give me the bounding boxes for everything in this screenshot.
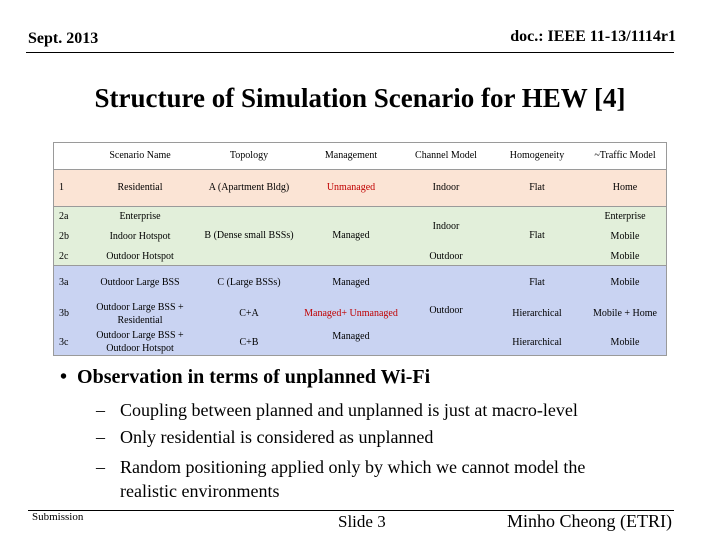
sub-bullet-text: Random positioning applied only by which we cannot model the xyxy=(120,457,586,477)
homogeneity: Flat xyxy=(529,182,545,193)
col-header: Homogeneity xyxy=(509,150,565,161)
traffic-model: Home xyxy=(612,182,638,193)
management: Managed xyxy=(332,276,370,288)
footer-author: Minho Cheong (ETRI) xyxy=(507,511,672,531)
topology: C+B xyxy=(239,336,259,348)
traffic-model: Mobile xyxy=(610,336,640,348)
footer-slide-number: Slide 3 xyxy=(338,512,386,531)
dash: – xyxy=(96,400,105,420)
homogeneity: Flat xyxy=(529,230,545,241)
col-header: Scenario Name xyxy=(109,150,171,161)
traffic-model: Enterprise xyxy=(604,210,646,222)
scenario-name: Residential xyxy=(117,182,163,193)
management: Unmanaged xyxy=(326,182,376,193)
row-id: 1 xyxy=(59,182,64,193)
scenario-name: Indoor Hotspot xyxy=(109,231,171,242)
channel-model: Indoor xyxy=(432,220,460,232)
homogeneity: Hierarchical xyxy=(512,308,562,319)
management: Managed xyxy=(332,330,370,342)
dash: – xyxy=(96,457,105,477)
col-header: ~Traffic Model xyxy=(594,150,656,161)
scenario-name: Outdoor Hotspot xyxy=(106,250,174,262)
topology: B (Dense small BSSs) xyxy=(204,230,294,241)
row-id: 2b xyxy=(59,231,69,242)
header-rule xyxy=(26,52,674,53)
sub-bullet-text: Coupling between planned and unplanned is just at macro-level xyxy=(120,400,578,420)
slide-title: Structure of Simulation Scenario for HEW [4] xyxy=(94,83,626,113)
footer-submission: Submission xyxy=(32,511,84,523)
sub-bullet xyxy=(96,456,585,478)
sub-bullet xyxy=(96,426,433,448)
topology: C+A xyxy=(239,308,259,319)
scenario-name: Outdoor Large BSS xyxy=(100,276,180,288)
management: Managed+ Unmanaged xyxy=(304,308,398,319)
bullet-dot: • xyxy=(60,366,68,388)
scenario-table xyxy=(53,142,667,356)
col-header: Management xyxy=(324,150,378,161)
row-id: 3a xyxy=(59,276,69,288)
row-id: 2c xyxy=(59,250,69,262)
scenario-name: Outdoor Large BSS + Residential xyxy=(96,301,184,326)
sub-bullet xyxy=(96,399,578,421)
sub-bullet-text: Only residential is considered as unplanned xyxy=(120,427,434,447)
bullet-main-text: Observation in terms of unplanned Wi-Fi xyxy=(77,366,431,388)
scenario-name: Outdoor Large BSS + Outdoor Hotspot xyxy=(96,330,184,354)
channel-model: Outdoor xyxy=(429,305,463,316)
scenario-name: Enterprise xyxy=(119,210,161,222)
header-date: Sept. 2013 xyxy=(28,30,99,47)
row-id: 3b xyxy=(59,308,69,319)
bullet-main xyxy=(60,366,430,389)
sub-bullet-continued: realistic environments xyxy=(120,481,280,501)
dash: – xyxy=(96,427,105,447)
management: Managed xyxy=(332,230,370,241)
topology: C (Large BSSs) xyxy=(217,276,281,288)
traffic-model: Mobile + Home xyxy=(593,308,657,319)
header-doc-id: doc.: IEEE 11-13/1114r1 xyxy=(510,28,676,45)
traffic-model: Mobile xyxy=(610,250,640,262)
channel-model: Indoor xyxy=(432,182,460,193)
homogeneity: Flat xyxy=(529,276,545,288)
col-header: Topology xyxy=(229,150,269,161)
channel-model: Outdoor xyxy=(429,250,463,262)
col-header: Channel Model xyxy=(415,150,477,161)
row-id: 2a xyxy=(59,210,69,222)
homogeneity: Hierarchical xyxy=(512,336,562,348)
traffic-model: Mobile xyxy=(610,276,640,288)
traffic-model: Mobile xyxy=(610,231,640,242)
row-id: 3c xyxy=(59,336,69,348)
topology: A (Apartment Bldg) xyxy=(208,182,290,193)
